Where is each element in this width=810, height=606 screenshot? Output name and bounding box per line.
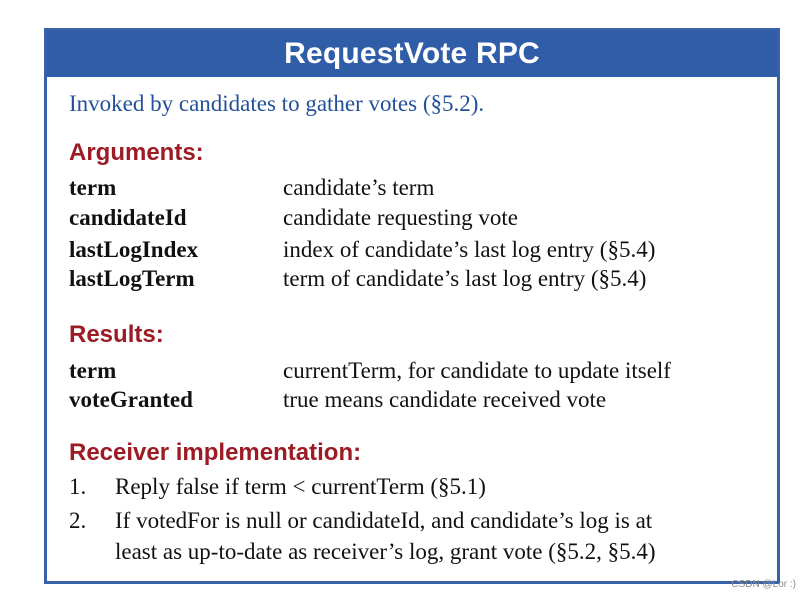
argument-desc: candidate requesting vote	[283, 205, 519, 230]
argument-row	[69, 266, 769, 296]
watermark: CSDN @Lor :)	[731, 579, 796, 590]
card-header	[47, 31, 777, 77]
result-name: voteGranted	[69, 387, 193, 412]
step-number: 1.	[69, 474, 87, 499]
step-number: 2.	[69, 508, 87, 533]
intro-text: Invoked by candidates to gather votes (§5.2).	[69, 91, 485, 116]
rpc-card	[44, 28, 780, 584]
card-title: RequestVote RPC	[284, 37, 540, 70]
result-row	[69, 358, 769, 388]
argument-desc: index of candidate’s last log entry (§5.4)	[283, 237, 656, 262]
argument-row	[69, 175, 769, 205]
step-text: If votedFor is null or candidateId, and candidate’s log is at	[115, 508, 653, 533]
argument-name: lastLogTerm	[69, 266, 195, 291]
arguments-heading: Arguments:	[69, 139, 204, 166]
argument-row	[69, 205, 769, 235]
result-name: term	[69, 358, 117, 383]
step-text: Reply false if term < currentTerm (§5.1)	[115, 474, 486, 499]
argument-desc: candidate’s term	[283, 175, 435, 200]
argument-row	[69, 237, 769, 267]
argument-name: candidateId	[69, 205, 187, 230]
result-desc: true means candidate received vote	[283, 387, 607, 412]
receiver-heading: Receiver implementation:	[69, 439, 362, 466]
results-heading: Results:	[69, 321, 164, 348]
step-text: least as up-to-date as receiver’s log, grant vote (§5.2, §5.4)	[115, 539, 656, 564]
argument-name: term	[69, 175, 117, 200]
result-desc: currentTerm, for candidate to update itself	[283, 358, 671, 383]
argument-name: lastLogIndex	[69, 237, 199, 262]
result-row	[69, 387, 769, 417]
argument-desc: term of candidate’s last log entry (§5.4)	[283, 266, 647, 291]
